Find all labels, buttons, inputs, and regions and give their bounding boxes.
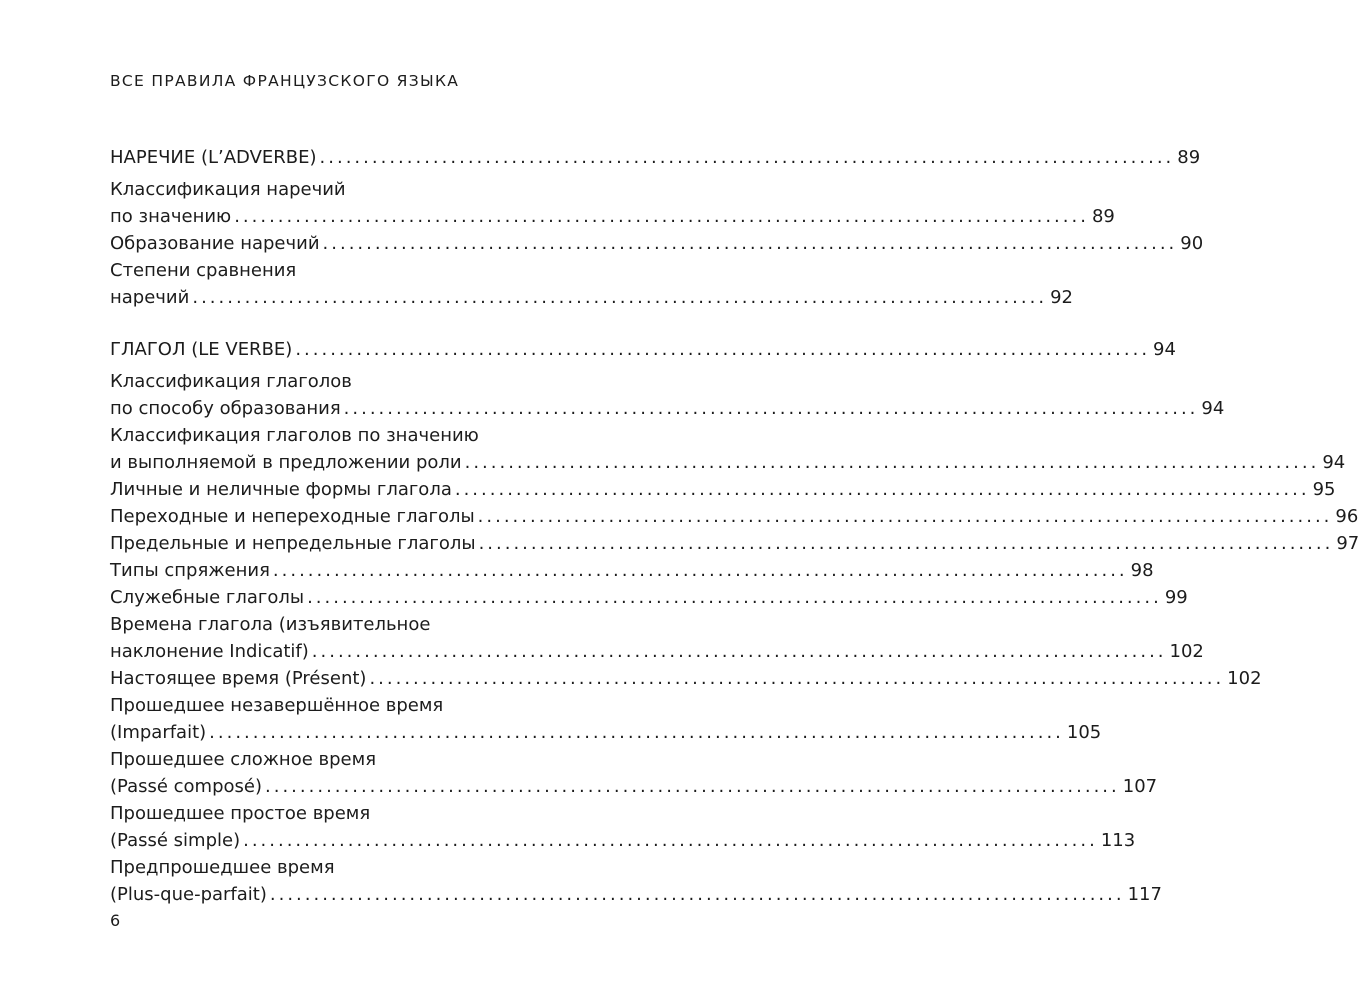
dot-leader: ..................................................................................................	[269, 884, 1125, 905]
dot-leader: ..................................................................................................	[477, 506, 1333, 527]
entry-title: Переходные и непереходные глаголы	[110, 506, 475, 527]
toc-entry-line[interactable]	[110, 827, 1136, 854]
page-ref: 98	[1130, 560, 1154, 581]
dot-leader: ..................................................................................................	[343, 398, 1199, 419]
toc-entry-line[interactable]	[110, 746, 539, 773]
dot-leader: ..................................................................................................	[234, 206, 1089, 227]
toc-section-heading[interactable]	[110, 336, 1176, 363]
page-ref: 107	[1122, 776, 1158, 797]
entry-title: Образование наречий	[110, 233, 320, 254]
dot-leader: ..................................................................................................	[272, 560, 1128, 581]
toc-entry-line[interactable]	[110, 800, 539, 827]
entry-title: Классификация глаголов	[110, 371, 352, 392]
entry-title: Типы спряжения	[110, 560, 270, 581]
dot-leader: ..................................................................................................	[311, 641, 1167, 662]
page-ref: 102	[1227, 668, 1262, 689]
page-ref: 96	[1335, 506, 1359, 527]
entry-title: Прошедшее незавершённое время	[110, 695, 444, 716]
toc-entry-line[interactable]	[110, 530, 1359, 557]
table-of-contents	[110, 144, 1359, 908]
page-ref: 92	[1050, 287, 1073, 308]
page-ref: 97	[1336, 533, 1359, 554]
toc-section-heading[interactable]	[110, 144, 1201, 171]
toc-entry-line[interactable]	[110, 257, 539, 284]
entry-title: Настоящее время (Présent)	[110, 668, 367, 689]
dot-leader: ..................................................................................................	[369, 668, 1225, 689]
entry-title: наклонение Indicatif)	[110, 641, 309, 662]
toc-entry-line[interactable]	[110, 557, 1154, 584]
page-ref: 105	[1066, 722, 1102, 743]
toc-entry-line[interactable]	[110, 449, 1346, 476]
toc-entry-line[interactable]	[110, 584, 1188, 611]
entry-title: Предельные и непредельные глаголы	[110, 533, 476, 554]
page-ref: 89	[1177, 147, 1201, 168]
dot-leader: ..................................................................................................	[243, 830, 1098, 851]
toc-entry-line[interactable]	[110, 773, 1158, 800]
running-header: ВСЕ ПРАВИЛА ФРАНЦУЗСКОГО ЯЗЫКА	[110, 72, 460, 90]
entry-title: Предпрошедшее время	[110, 857, 335, 878]
page-ref: 95	[1312, 479, 1336, 500]
toc-entry-line[interactable]	[110, 230, 1204, 257]
dot-leader: ..................................................................................................	[322, 233, 1178, 254]
toc-entry-line[interactable]	[110, 611, 539, 638]
entry-title: Степени сравнения	[110, 260, 297, 281]
dot-leader: ..................................................................................................	[265, 776, 1120, 797]
entry-title: Времена глагола (изъявительное	[110, 614, 431, 635]
page-number: 6	[110, 911, 121, 930]
page-ref: 117	[1127, 884, 1162, 905]
page-ref: 94	[1201, 398, 1225, 419]
entry-title: наречий	[110, 287, 190, 308]
toc-entry-line[interactable]	[110, 881, 1162, 908]
toc-entry-line[interactable]	[110, 665, 1262, 692]
dot-leader: ..................................................................................................	[209, 722, 1064, 743]
dot-leader: ..................................................................................................	[307, 587, 1162, 608]
entry-title: Классификация наречий	[110, 179, 346, 200]
page-ref: 99	[1164, 587, 1188, 608]
dot-leader: ..................................................................................................	[454, 479, 1310, 500]
dot-leader: ..................................................................................................	[192, 287, 1048, 308]
entry-title: (Plus-que-parfait)	[110, 884, 267, 905]
dot-leader: ..................................................................................................	[464, 452, 1320, 473]
page-ref: 94	[1153, 339, 1176, 360]
section-title: НАРЕЧИЕ (L’ADVERBE)	[110, 147, 317, 168]
toc-entry-line[interactable]	[110, 395, 1225, 422]
toc-entry-line[interactable]	[110, 203, 1115, 230]
entry-title: (Passé simple)	[110, 830, 241, 851]
entry-title: и выполняемой в предложении роли	[110, 452, 462, 473]
entry-title: Прошедшее сложное время	[110, 749, 377, 770]
entry-title: по значению	[110, 206, 232, 227]
dot-leader: ..................................................................................................	[319, 147, 1175, 168]
dot-leader: ..................................................................................................	[478, 533, 1334, 554]
toc-entry-line[interactable]	[110, 638, 1204, 665]
toc-entry-line[interactable]	[110, 503, 1359, 530]
toc-entry-line[interactable]	[110, 719, 1102, 746]
toc-entry-line[interactable]	[110, 422, 539, 449]
toc-entry-line[interactable]	[110, 854, 539, 881]
entry-title: (Imparfait)	[110, 722, 207, 743]
entry-title: Прошедшее простое время	[110, 803, 371, 824]
toc-entry-line[interactable]	[110, 368, 539, 395]
entry-title: (Passé composé)	[110, 776, 263, 797]
toc-entry-line[interactable]	[110, 692, 539, 719]
page-ref: 90	[1180, 233, 1204, 254]
page-ref: 102	[1169, 641, 1204, 662]
toc-entry-line[interactable]	[110, 176, 539, 203]
entry-title: Личные и неличные формы глагола	[110, 479, 452, 500]
entry-title: Классификация глаголов по значению	[110, 425, 479, 446]
section-title: ГЛАГОЛ (LE VERBE)	[110, 339, 293, 360]
entry-title: по способу образования	[110, 398, 341, 419]
entry-title: Служебные глаголы	[110, 587, 305, 608]
page-ref: 94	[1322, 452, 1346, 473]
toc-entry-line[interactable]	[110, 284, 1073, 311]
toc-entry-line[interactable]	[110, 476, 1336, 503]
page-ref: 113	[1100, 830, 1136, 851]
page-ref: 89	[1091, 206, 1115, 227]
dot-leader: ..................................................................................................	[295, 339, 1151, 360]
